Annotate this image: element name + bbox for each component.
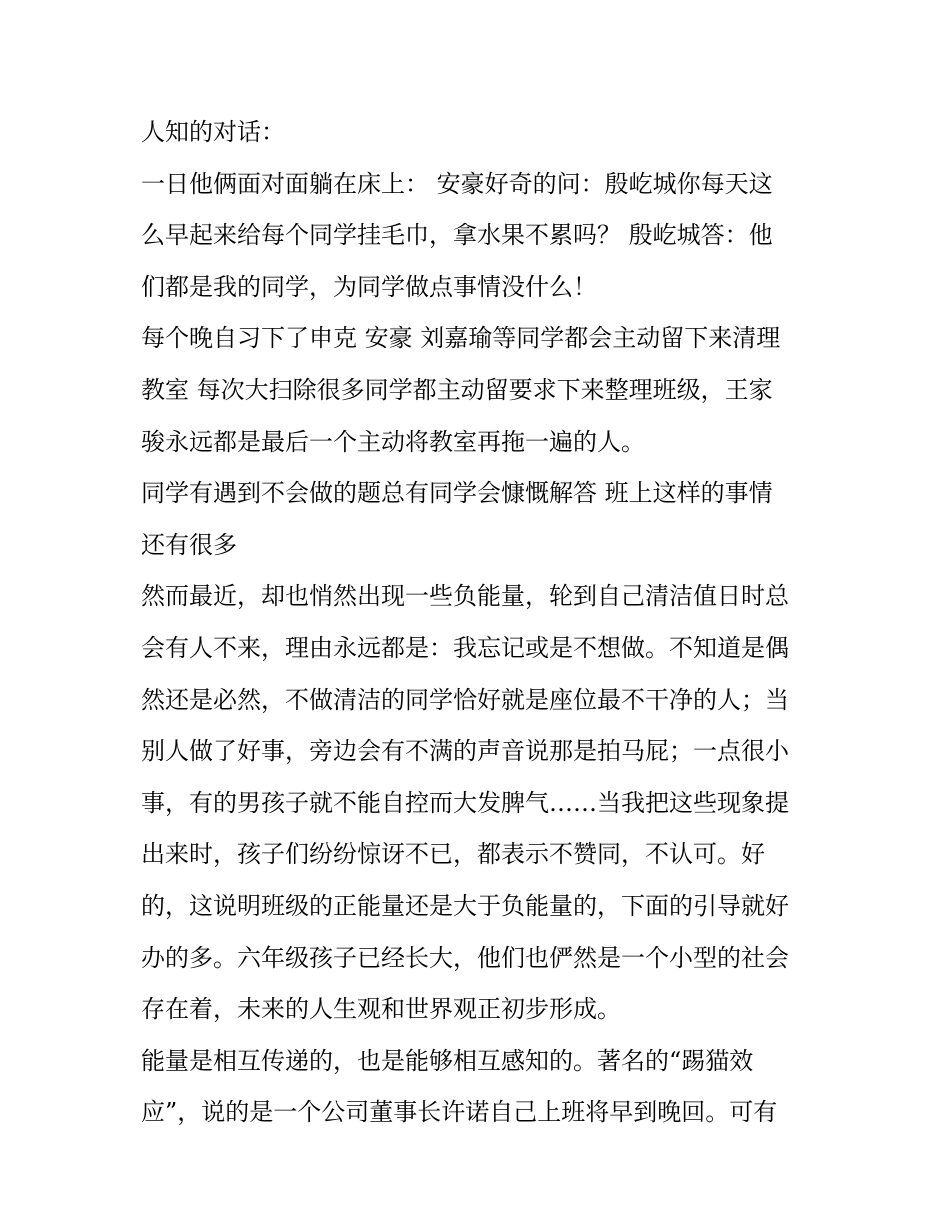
text-line-10: 然而最近，却也悄然出现一些负能量，轮到自己清洁值日时总 — [141, 582, 789, 611]
text-line-5: 每个晚自习下了申克 安豪 刘嘉瑜等同学都会主动留下来清理 — [141, 324, 781, 353]
text-line-8: 同学有遇到不会做的题总有同学会慷慨解答 班上这样的事情 — [141, 479, 773, 508]
text-line-1: 人知的对话： — [141, 118, 285, 146]
text-line-17: 办的多。六年级孩子已经长大，他们也俨然是一个小型的社会 — [141, 943, 789, 972]
text-line-11: 会有人不来，理由永远都是：我忘记或是不想做。不知道是偶 — [141, 633, 789, 662]
body-text — [141, 107, 821, 1139]
text-line-13: 别人做了好事，旁边会有不满的声音说那是拍马屁；一点很小 — [141, 737, 789, 766]
text-line-15: 出来时，孩子们纷纷惊讶不已，都表示不赞同，不认可。好 — [141, 840, 765, 869]
text-line-14: 事，有的男孩子就不能自控而大发脾气……当我把这些现象提 — [141, 788, 789, 817]
text-line-12: 然还是必然，不做清洁的同学恰好就是座位最不干净的人；当 — [141, 685, 789, 714]
text-line-2: 一日他俩面对面躺在床上： 安豪好奇的问：殷屹城你每天这 — [141, 169, 773, 198]
text-line-9: 还有很多 — [141, 530, 237, 559]
text-line-3: 么早起来给每个同学挂毛巾，拿水果不累吗？ 殷屹城答：他 — [141, 221, 773, 250]
text-line-6: 教室 每次大扫除很多同学都主动留要求下来整理班级，王家 — [141, 375, 773, 404]
text-line-4: 们都是我的同学，为同学做点事情没什么！ — [141, 272, 597, 301]
text-line-19: 能量是相互传递的，也是能够相互感知的。著名的“踢猫效 — [141, 1046, 754, 1075]
text-line-18: 存在着，未来的人生观和世界观正初步形成。 — [141, 995, 621, 1024]
text-line-16: 的，这说明班级的正能量还是大于负能量的，下面的引导就好 — [141, 891, 789, 920]
text-line-7: 骏永远都是最后一个主动将教室再拖一遍的人。 — [141, 427, 645, 456]
text-line-20: 应”，说的是一个公司董事长许诺自己上班将早到晚回。可有 — [141, 1098, 778, 1127]
